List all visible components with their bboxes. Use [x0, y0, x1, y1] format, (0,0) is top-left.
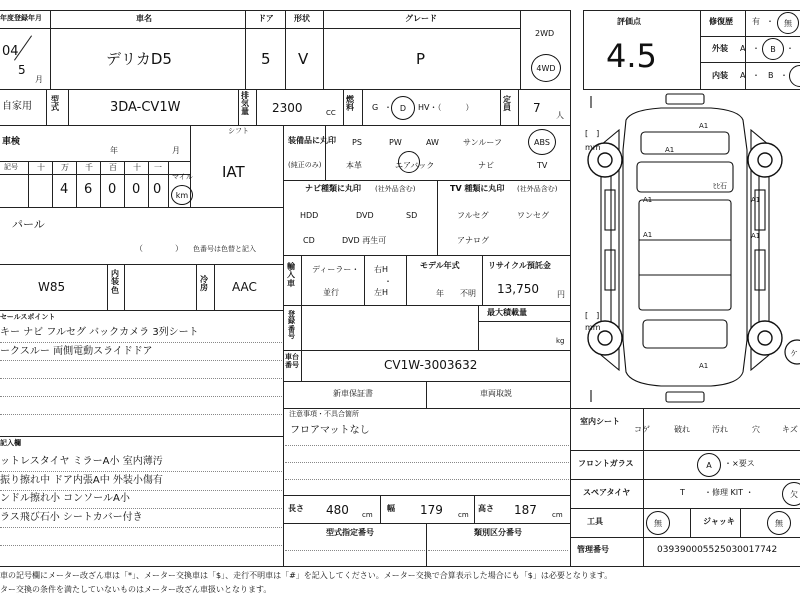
digit-h-3: 百 — [109, 163, 117, 172]
nav-hdd: HDD — [300, 211, 319, 220]
shape-label: 形状 — [294, 14, 310, 23]
reg-year: 04 — [2, 44, 19, 59]
exterior-b: B — [770, 44, 776, 54]
length-value: 480 — [326, 503, 349, 517]
nav-sd: SD — [406, 211, 418, 220]
capacity: 7 — [533, 101, 541, 115]
disp-label: 排気量 — [241, 91, 249, 116]
type-num-label: 型式指定番号 — [326, 528, 374, 537]
color-note: 色番号は色替と記入 — [193, 245, 256, 253]
tv-fullseg: フルセグ — [457, 211, 489, 220]
jack-circle — [767, 511, 791, 535]
yen-unit: 円 — [557, 290, 565, 299]
width-unit: cm — [458, 511, 469, 519]
mm-bottom: mm — [585, 323, 601, 332]
equip-airbag-circle — [398, 151, 420, 173]
equip-tv: TV — [537, 161, 548, 170]
import-dealer: ディーラー・ — [312, 265, 360, 274]
sales-line-1: キー ナビ フルセグ バックカメラ 3列シート — [0, 327, 199, 338]
seat-scratch: キズ — [782, 425, 798, 434]
sales-title: セールスポイント — [0, 313, 56, 321]
equip-pw: PW — [389, 138, 402, 147]
length-unit: cm — [362, 511, 373, 519]
repair-label: 修復歴 — [709, 17, 733, 26]
digit-4: 0 — [132, 182, 141, 197]
shift-value: IAT — [222, 163, 245, 181]
exterior-a: A — [740, 44, 746, 53]
reg-date-label: 年度登録年月 — [0, 14, 42, 22]
seat-label: 室内シート — [580, 417, 620, 426]
reg-month: 5 — [18, 63, 26, 77]
height-label: 高さ — [478, 504, 494, 513]
spare-label: スペアタイヤ — [583, 488, 631, 497]
import-label: 輸入車 — [287, 262, 295, 288]
car-diagram — [571, 90, 800, 408]
inspection-year: 年 — [110, 146, 118, 155]
width-value: 179 — [420, 503, 443, 517]
digit-h-1: 万 — [61, 163, 69, 172]
manual: 車両取説 — [480, 389, 512, 398]
mark-a1-left2: A1 — [643, 231, 653, 239]
tv-note: (社外品含む) — [517, 185, 558, 193]
interior-mark-circle — [789, 65, 800, 87]
tools-label: 工具 — [587, 517, 603, 526]
color-value: パール — [12, 218, 45, 231]
equip-aw: AW — [426, 138, 439, 147]
drive-2wd: 2WD — [535, 29, 555, 38]
type-label: 型式 — [51, 95, 59, 112]
tools-circle — [646, 511, 670, 535]
import-parallel: 並行 — [323, 288, 339, 297]
car-name: デリカD5 — [106, 50, 172, 68]
mile-unit: マイル — [172, 173, 193, 181]
mark-a1-left1: A1 — [643, 196, 653, 204]
interior-a: A — [740, 71, 746, 80]
seat-hole: 穴 — [752, 425, 760, 434]
spare-none-circle — [782, 482, 800, 506]
equip-abs: ABS — [534, 137, 550, 147]
tools-value: 無 — [654, 518, 662, 528]
notes-line-2: 振り擦れ中 ドア内張A中 外装小傷有 — [0, 475, 163, 486]
equip-ps: PS — [352, 138, 362, 147]
footer-line-1: 車の記号欄にメーター改ざん車は「*」、メーター交換車は「$」、走行不明車は「#」を記入してください。メーター交換で合算表示した場合にも「$」は必要となります。 — [0, 571, 613, 580]
notes-line-4: ラス飛び石小 シートカバー付き — [0, 512, 143, 523]
inspection-month: 月 — [172, 146, 180, 155]
grade-label: グレード — [405, 14, 437, 23]
repair-yes: 有 — [752, 17, 760, 26]
model-year-unit: 年 — [436, 289, 444, 298]
interior-label: 内装 — [712, 71, 728, 80]
km-circle — [171, 185, 193, 205]
ac-value: AAC — [232, 280, 257, 294]
spare-t: T — [680, 488, 685, 497]
bracket-top: [ ] — [585, 129, 600, 138]
month-unit: 月 — [35, 75, 43, 84]
digit-h-5: 一 — [154, 163, 162, 172]
digit-3: 0 — [108, 182, 117, 197]
equip-leather: 本革 — [346, 161, 362, 170]
shape-value: V — [298, 50, 309, 68]
digit-h-2: 千 — [85, 163, 93, 172]
mm-top: mm — [585, 143, 601, 152]
equip-title: 装備品に丸印 — [288, 136, 336, 145]
nav-dvd: DVD — [356, 211, 374, 220]
equip-sunroof: サンルーフ — [463, 138, 502, 147]
notes-title: 記入欄 — [0, 439, 21, 447]
spare-kit: ・修理 KIT ・ — [704, 488, 754, 497]
glass-a: A — [706, 460, 712, 470]
model-year-label: モデル年式 — [420, 261, 460, 270]
mgmt-label: 管理番号 — [577, 545, 609, 554]
height-value: 187 — [514, 503, 537, 517]
car-name-label: 車名 — [136, 14, 152, 23]
tv-analog: アナログ — [457, 236, 489, 245]
wheel-mark: ケ — [790, 349, 798, 358]
model-year-unknown: 不明 — [460, 289, 476, 298]
reg-no-label: 登録番号 — [288, 310, 295, 341]
fuel-d-circle — [391, 96, 415, 120]
repair-no: 無 — [784, 18, 792, 28]
equip-airbag: エアバック — [395, 161, 435, 170]
mark-a1-right2: A1 — [751, 232, 761, 240]
capacity-label: 定員 — [503, 95, 511, 112]
tv-title: TV 種類に丸印 — [450, 184, 505, 193]
interior-color-label: 内装色 — [111, 269, 119, 295]
spare-none: 欠 — [790, 489, 798, 499]
cc-unit: CC — [326, 109, 336, 117]
length-label: 長さ — [288, 504, 304, 513]
digit-5: 0 — [153, 182, 162, 197]
digit-1: 4 — [60, 182, 69, 197]
shift-label: シフト — [228, 127, 249, 135]
glass-label: フロントガラス — [578, 459, 634, 468]
doors-value: 5 — [261, 50, 271, 68]
import-left: 左H — [374, 288, 389, 297]
drive-4wd: 4WD — [536, 63, 556, 73]
interior-b: B — [768, 71, 774, 80]
ac-label: 冷房 — [200, 275, 208, 293]
seat-tear: 破れ — [674, 425, 690, 434]
mgmt-value: 039390005525030017742 — [657, 545, 778, 555]
width-label: 幅 — [387, 504, 395, 513]
tv-oneseg: ワンセグ — [517, 211, 549, 220]
warranty: 新車保証書 — [333, 389, 373, 398]
equip-navi: ナビ — [478, 161, 494, 170]
fuel-label: 燃料 — [346, 95, 354, 112]
seat-burn: コゲ — [634, 425, 650, 434]
color-paren: （ ） — [135, 244, 183, 253]
doors-label: ドア — [258, 14, 274, 23]
height-unit: cm — [552, 511, 563, 519]
notes-line-3: ンドル擦れ小 コンソールA小 — [0, 493, 130, 504]
sales-line-2: ークスルー 両側電動スライドドア — [0, 346, 153, 357]
mark-a1-rear: A1 — [699, 362, 709, 370]
fuel-d: D — [399, 103, 407, 113]
km-unit: km — [175, 190, 189, 200]
score-value: 4.5 — [606, 37, 657, 75]
recycle-label: リサイクル預託金 — [488, 261, 551, 270]
drive-4wd-circle — [531, 54, 561, 82]
glass-note: ・×要ス — [724, 459, 755, 468]
nav-title: ナビ種類に丸印 — [305, 184, 361, 193]
import-right: 右H — [374, 265, 389, 274]
digit-2: 6 — [84, 182, 93, 197]
digit-h-0: 十 — [37, 163, 45, 172]
glass-a-circle — [697, 453, 721, 477]
nav-note: (社外品含む) — [375, 185, 416, 193]
person-unit: 人 — [556, 111, 564, 120]
mark-a1-front: A1 — [699, 122, 709, 130]
usage: 自家用 — [2, 101, 32, 112]
mark-center: ﾋﾋ石 — [713, 182, 727, 190]
recycle-value: 13,750 — [497, 282, 539, 296]
footer-line-2: ター交換の条件を満たしていないものはメーター改ざん車扱いとなります。 — [0, 585, 272, 594]
max-load-label: 最大積載量 — [487, 308, 527, 317]
digit-h-4: 十 — [133, 163, 141, 172]
seat-dirt: 汚れ — [712, 425, 728, 434]
nav-cd: CD — [303, 236, 315, 245]
auction-sheet: 年度登録年月 04 5 月 車名 デリカD5 ドア 5 形状 V グレード P 2WD 4WD 評価点 4.5 修復歴 有 ・ 無 外装 A ・ B ・ 内装 A ・ B ・ 自家用 型式 3DA-CV1W 排気量 2300 CC 燃料 G ・ D HV・（ ） 定員 7 人 車検 年 月 シフト IAT 記号 十 万 千 百 十 一 4 6 0 0 0 マイル km 装備品に丸印 (純正のみ) PS PW AW サンルーフ ABS 本革 エアバック ナビ TV ナビ種類に丸印 (社外品含む) HDD DVD SD CD DVD 再生可 TV 種類に丸印 (社外品含む) フルセグ ワンセグ アナログ パール （ ） 色番号は色替と記入 W85 内装色 冷房 AAC 輸入車 ディーラー・ 並行 右H ・ 左H モデル年式 年 不明 リサイクル預託金 13,750 円 登録番号 最大積載量 kg 車台番号 CV1W-3003632 新車保証書 車両取説 注意事項・不具合箇所 フロアマットなし 長さ 480 cm 幅 179 cm 高さ 187 cm 型式指定番号 類別区分番号 セールスポイント キー ナビ フルセグ バックカメラ 3列シート ークスルー 両側電動スライドドア 記入欄 ットレスタイヤ ミラーA小 室内薄汚 振り擦れ中 ドア内張A中 外装小傷有 ンドル擦れ小 コンソールA小 ラス飛び石小 シートカバー付き A1 A1 ﾋﾋ石 A1 A1 A1 A1 A1 [ ] mm [ ] mm ケ 室内シート コゲ 破れ 汚れ 穴 キズ フロントガラス A ・×要ス スペアタイヤ T ・修理 KIT ・ 欠 工具 無 ジャッキ 無 管理番号 039390005525030017742 車の記号欄にメーター改ざん車は「*」、メーター交換車は「$」、走行不明車は「#」を記入してください。メーター交換で合算表示した場合にも「$」は必要となります。 ター交換の条件を満たしていないものはメーター改ざん車扱いとなります。 — [0, 0, 800, 600]
fuel-hv: HV・（ ） — [418, 103, 474, 112]
exterior-label: 外装 — [712, 44, 728, 53]
caution-label: 注意事項・不具合箇所 — [289, 410, 359, 418]
bracket-bottom: [ ] — [585, 311, 600, 320]
fuel-g: G — [372, 103, 379, 112]
jack-label: ジャッキ — [703, 517, 735, 526]
mark-a1-hood: A1 — [665, 146, 675, 154]
inspection-label: 車検 — [2, 137, 21, 147]
record-label: 記号 — [4, 163, 18, 171]
kg-unit: kg — [556, 337, 565, 345]
repair-no-circle — [777, 12, 799, 34]
caution-value: フロアマットなし — [290, 425, 370, 436]
notes-line-1: ットレスタイヤ ミラーA小 室内薄汚 — [0, 456, 163, 467]
model-code: 3DA-CV1W — [110, 100, 181, 115]
displacement: 2300 — [272, 101, 303, 115]
class-num-label: 類別区分番号 — [474, 528, 522, 537]
equip-abs-circle — [528, 129, 556, 155]
mark-a1-right1: A1 — [751, 196, 761, 204]
nav-dvd-play: DVD 再生可 — [342, 236, 387, 245]
grade-value: P — [416, 50, 426, 68]
chassis-label: 車台番号 — [285, 353, 299, 369]
score-label: 評価点 — [617, 17, 641, 26]
chassis-value: CV1W-3003632 — [384, 358, 478, 372]
exterior-b-circle — [762, 38, 784, 60]
equip-subtitle: (純正のみ) — [288, 161, 322, 169]
jack-value: 無 — [775, 518, 783, 528]
color-code: W85 — [38, 280, 66, 294]
